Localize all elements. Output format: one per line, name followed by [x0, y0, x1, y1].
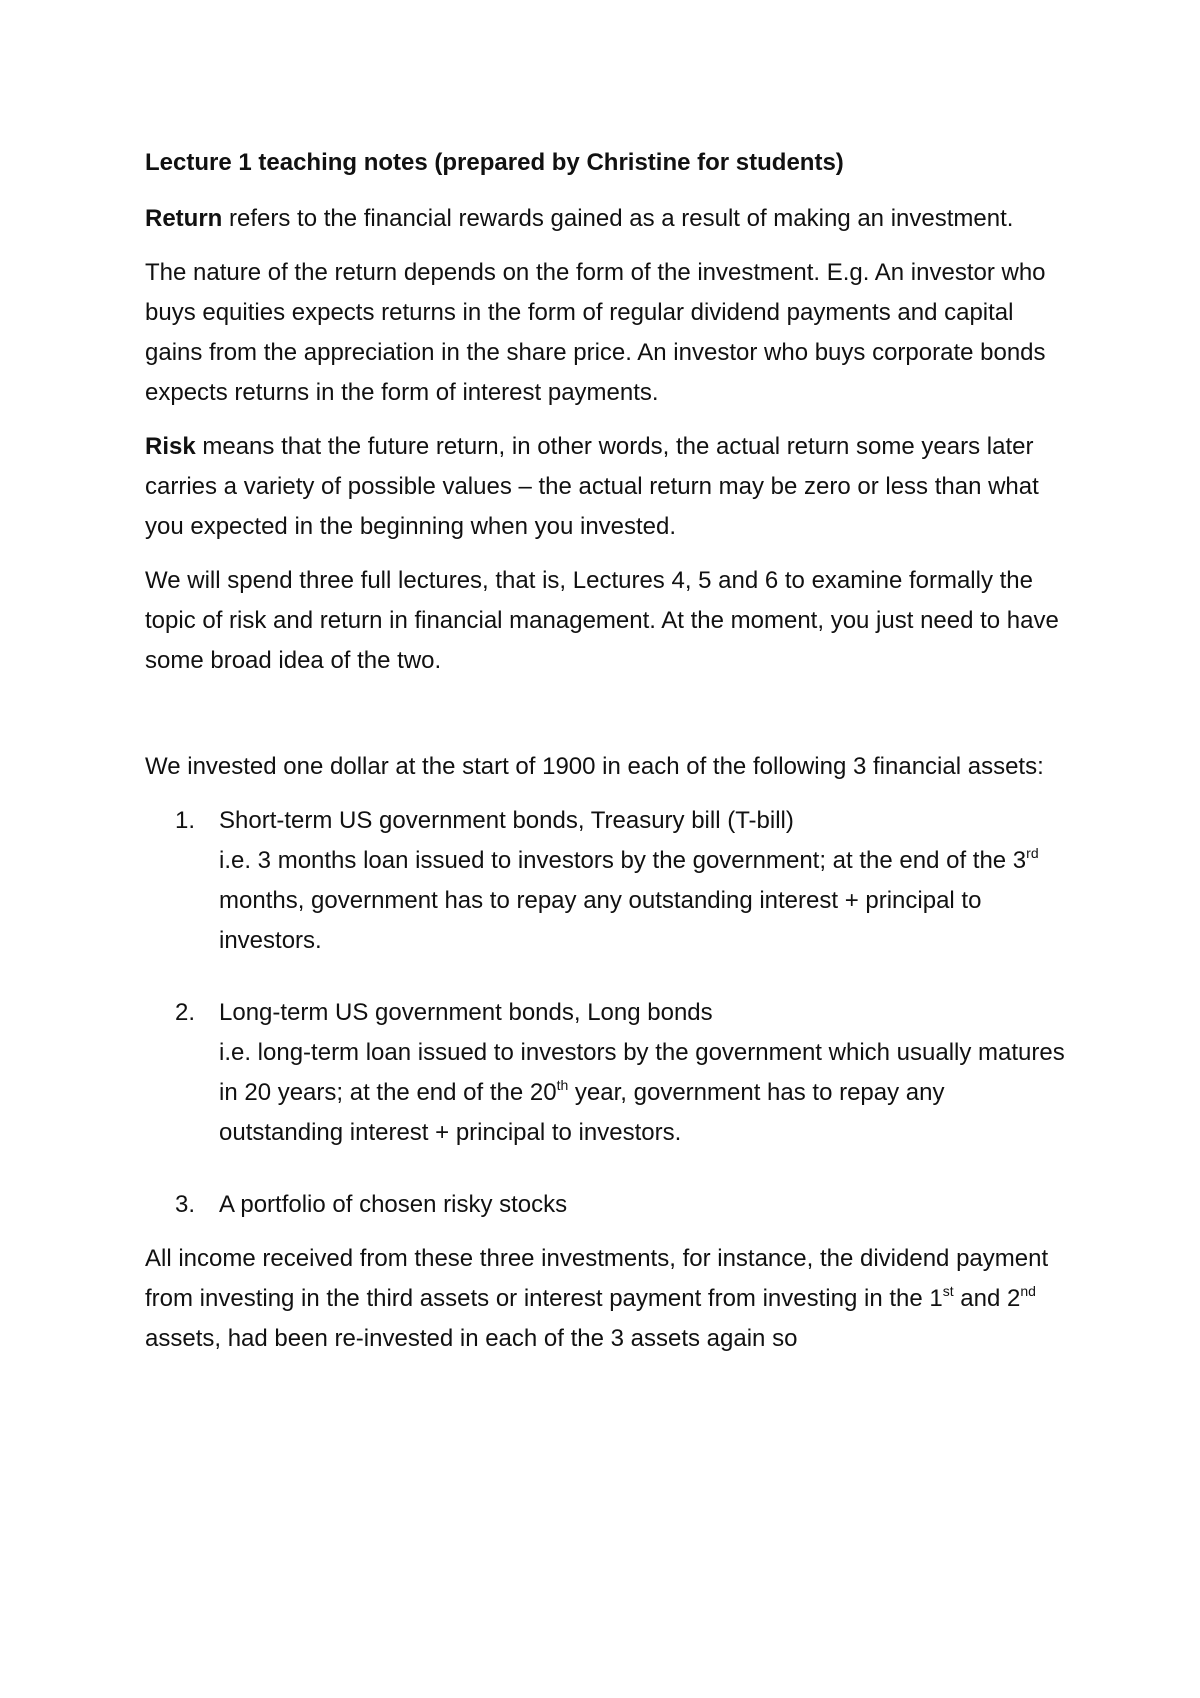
document-page — [145, 143, 1075, 1373]
asset-detail-text: i.e. long-term loan issued to investors by the government which usually matures in 20 years; at the end of the 20 — [219, 1039, 1065, 1106]
list-item — [145, 993, 1075, 1153]
asset-detail — [219, 841, 1075, 961]
superscript: nd — [1020, 1283, 1036, 1299]
asset-detail-text: i.e. 3 months loan issued to investors by the government; at the end of the 3 — [219, 847, 1027, 874]
asset-detail-text: year, government has to repay any outstanding interest + principal to investors. — [219, 1079, 945, 1146]
list-number: 1. — [175, 807, 196, 834]
income-text: All income received from these three investments, for instance, the dividend payment from investing in the third assets or interest payment from investing in the 1 — [145, 1245, 1049, 1312]
lectures-paragraph: We will spend three full lectures, that is, Lectures 4, 5 and 6 to examine formally the topic of risk and return in financial management. At the moment, you just need to have some broad idea of the two. — [145, 567, 1059, 674]
asset-heading: A portfolio of chosen risky stocks — [219, 1191, 568, 1218]
return-definition: refers to the financial rewards gained as a result of making an investment. — [222, 205, 1014, 232]
document-title: Lecture 1 teaching notes (prepared by Christine for students) — [145, 149, 844, 176]
blank-line — [145, 695, 1075, 747]
asset-heading: Long-term US government bonds, Long bonds — [219, 999, 713, 1026]
income-paragraph — [145, 1239, 1075, 1359]
list-number: 2. — [175, 999, 196, 1026]
income-text: assets, had been re-invested in each of the 3 assets again so — [145, 1325, 798, 1352]
income-text: and 2 — [953, 1285, 1021, 1312]
list-item — [145, 801, 1075, 961]
risk-term: Risk — [145, 433, 196, 460]
investment-intro: We invested one dollar at the start of 1900 in each of the following 3 financial assets: — [145, 753, 1044, 780]
asset-heading: Short-term US government bonds, Treasury bill (T-bill) — [219, 807, 794, 834]
nature-paragraph: The nature of the return depends on the form of the investment. E.g. An investor who buys equities expects returns in the form of regular dividend payments and capital gains from the appreciation in the share price. An investor who buys corporate bonds expects returns in the form of interest payments. — [145, 259, 1046, 406]
asset-detail-text: months, government has to repay any outstanding interest + principal to investors. — [219, 887, 982, 954]
superscript: th — [556, 1077, 569, 1093]
list-item — [145, 1185, 1075, 1225]
list-number: 3. — [175, 1191, 196, 1218]
superscript: rd — [1026, 845, 1039, 861]
asset-list — [145, 801, 1075, 1225]
return-term: Return — [145, 205, 223, 232]
risk-definition: means that the future return, in other words, the actual return some years later carries a variety of possible values – the actual return may be zero or less than what you expected in the beginning when you invested. — [145, 433, 1039, 540]
return-paragraph — [145, 199, 1075, 239]
risk-paragraph — [145, 427, 1075, 547]
superscript: st — [942, 1283, 954, 1299]
asset-detail — [219, 1033, 1075, 1153]
